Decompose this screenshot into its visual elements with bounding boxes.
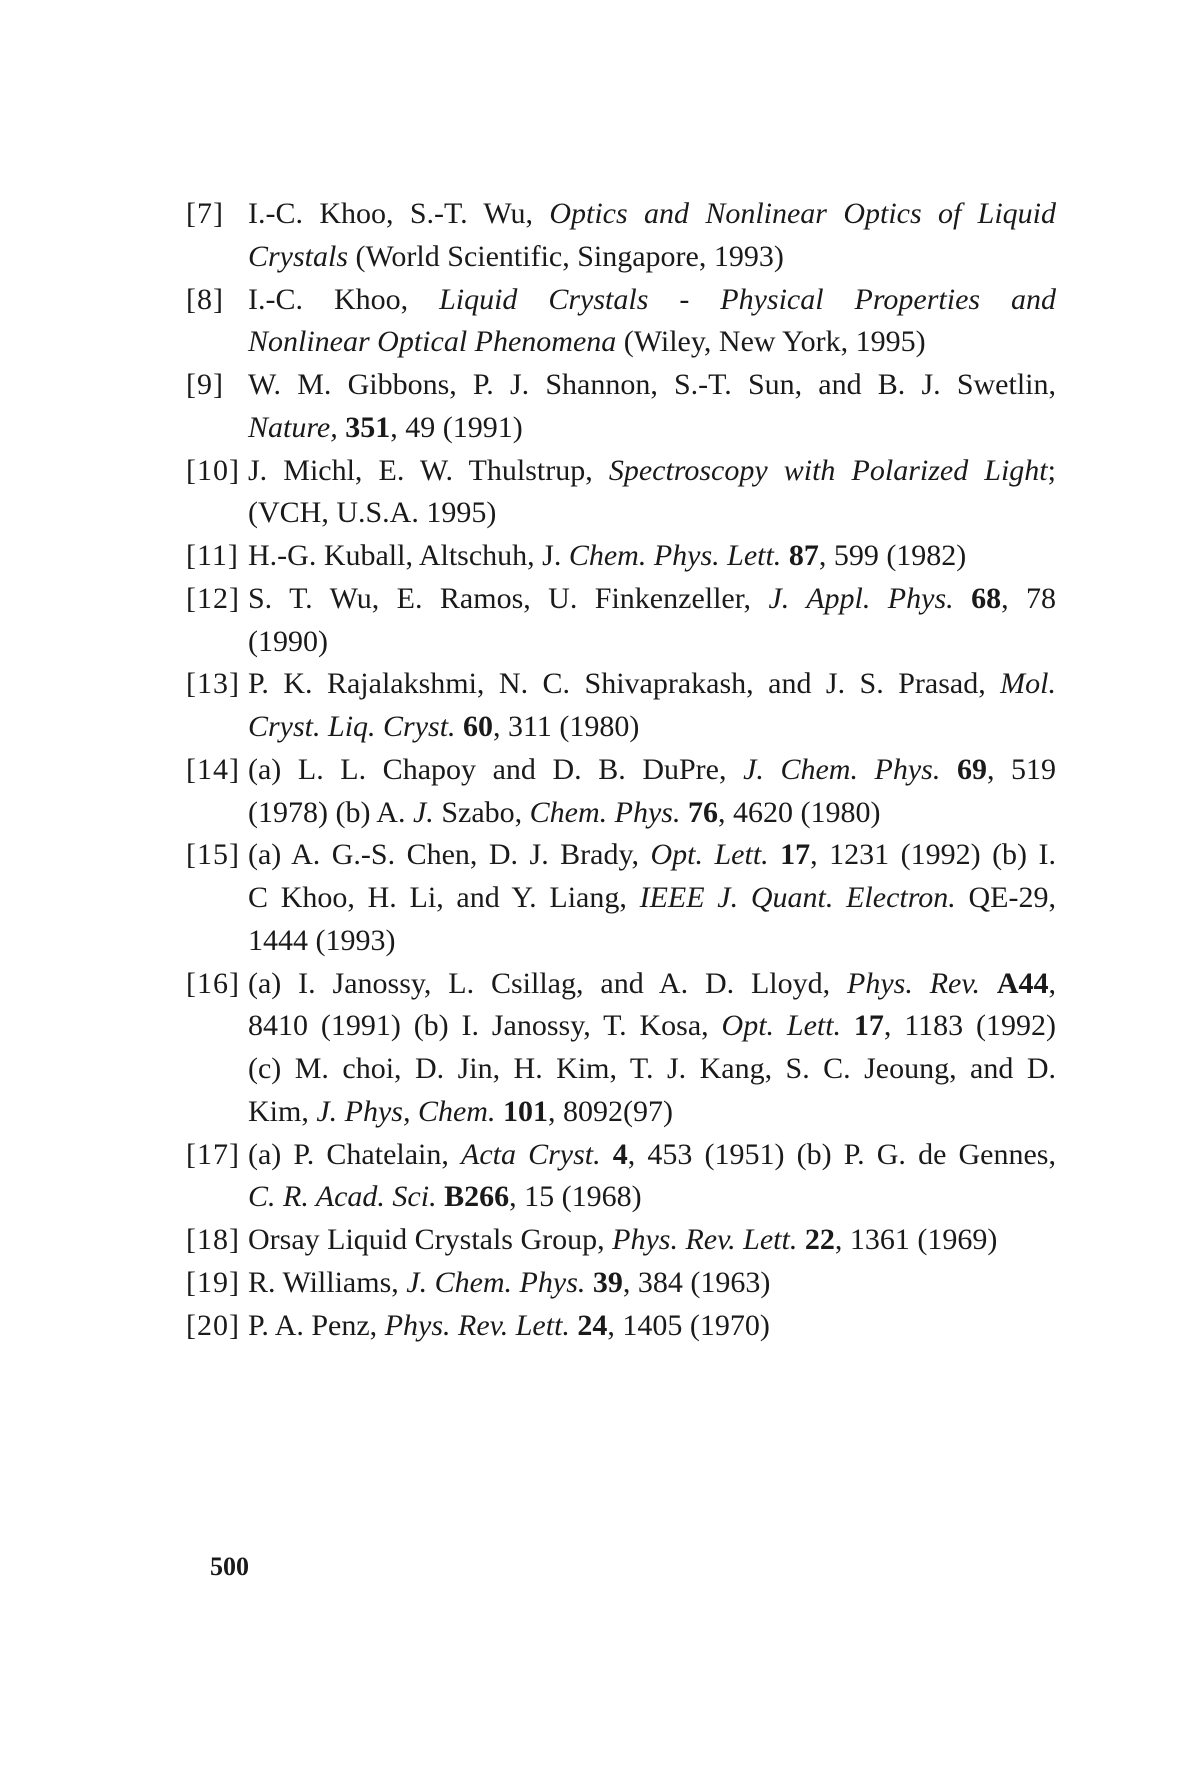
italic-text: Optics and Nonlinear Optics of Liquid <box>549 197 1056 230</box>
text-segment <box>940 753 957 786</box>
reference-line <box>186 575 1056 623</box>
reference-number: [8] <box>186 282 224 316</box>
italic-text: Phys. Rev. Lett. <box>612 1223 798 1256</box>
volume-number: 101 <box>502 1094 548 1128</box>
text-segment: Szabo, <box>433 795 530 829</box>
reference-text <box>248 703 1056 751</box>
reference-number: [10] <box>186 453 240 487</box>
volume-number: 76 <box>687 795 718 829</box>
volume-number: A44 <box>996 966 1049 1000</box>
italic-text: IEEE J. Quant. Electron. <box>639 881 956 914</box>
text-segment: (World Scientific, Singapore, 1993) <box>348 239 784 273</box>
reference-text <box>248 1088 1056 1136</box>
text-segment: QE-29, <box>955 881 1056 914</box>
reference-number: [11] <box>186 539 239 572</box>
reference-text <box>248 1216 1056 1264</box>
page-number: 500 <box>210 1552 249 1581</box>
italic-text: J. <box>412 795 434 829</box>
text-segment: , 453 (1951) (b) P. G. de Gennes, <box>627 1137 1056 1171</box>
text-segment: Orsay Liquid Crystals Group, <box>248 1223 613 1256</box>
italic-text: Nature, <box>248 410 338 444</box>
italic-text: Chem. Phys. Lett. <box>568 539 782 572</box>
volume-number: 17 <box>780 838 811 872</box>
reference-text <box>248 831 1056 879</box>
text-segment: (1978) (b) A. <box>248 795 413 829</box>
text-segment: ; <box>1047 453 1056 487</box>
reference-line <box>186 1131 1056 1179</box>
reference-line <box>186 831 1056 879</box>
volume-number: 4 <box>612 1137 628 1171</box>
text-segment: I.-C. Khoo, S.-T. Wu, <box>248 197 550 230</box>
reference-line <box>186 660 1056 708</box>
text-segment: , 311 (1980) <box>493 710 640 743</box>
text-segment: (a) I. Janossy, L. Csillag, and A. D. Lloyd, <box>248 966 848 1000</box>
italic-text: J. Appl. Phys. <box>768 581 954 615</box>
reference-line <box>186 276 1056 324</box>
text-segment: (a) A. G.-S. Chen, D. J. Brady, <box>248 838 651 872</box>
reference-line <box>186 1302 1056 1350</box>
reference-line <box>186 746 1056 794</box>
text-segment <box>781 539 789 572</box>
reference-number: [18] <box>186 1223 240 1256</box>
italic-text: Cryst. Liq. Cryst. <box>248 710 456 743</box>
text-segment: , 1183 (1992) <box>883 1009 1056 1043</box>
text-segment: (a) P. Chatelain, <box>248 1137 462 1171</box>
reference-text <box>248 1002 1056 1050</box>
reference-text <box>248 361 1056 409</box>
reference-line <box>186 1259 1056 1307</box>
text-segment: Kim, <box>248 1094 317 1128</box>
reference-text <box>248 789 1056 837</box>
text-segment: , 8092(97) <box>547 1094 673 1128</box>
italic-text: Crystals <box>248 239 349 273</box>
reference-line <box>186 190 1056 238</box>
text-segment: 8410 (1991) (b) I. Janossy, T. Kosa, <box>248 1009 722 1043</box>
reference-text <box>248 318 1056 366</box>
italic-text: Phys. Rev. <box>847 966 980 1000</box>
text-segment: P. A. Penz, <box>248 1308 385 1342</box>
volume-number: 87 <box>788 539 819 572</box>
reference-line <box>186 1002 1056 1050</box>
text-segment: , 1405 (1970) <box>607 1308 770 1342</box>
text-segment: (Wiley, New York, 1995) <box>616 325 926 359</box>
text-segment: J. Michl, E. W. Thulstrup, <box>248 453 609 487</box>
reference-number: [9] <box>186 368 224 401</box>
text-segment: W. M. Gibbons, P. J. Shannon, S.-T. Sun, and B. J. Swetlin, <box>248 368 1056 401</box>
volume-number: 22 <box>804 1223 835 1256</box>
reference-line <box>186 618 1056 666</box>
reference-text <box>248 660 1056 708</box>
text-segment <box>585 1266 593 1299</box>
reference-number: [20] <box>186 1308 240 1342</box>
text-segment: 1444 (1993) <box>248 923 396 957</box>
reference-text <box>248 1302 1056 1350</box>
reference-text <box>248 276 1056 324</box>
reference-text <box>248 404 1056 452</box>
text-segment <box>456 710 464 743</box>
volume-number: 17 <box>853 1009 884 1043</box>
reference-line <box>186 789 1056 837</box>
reference-number: [7] <box>186 197 224 230</box>
reference-text <box>248 746 1056 794</box>
italic-text: J. Chem. Phys. <box>406 1265 586 1299</box>
reference-line <box>186 1173 1056 1221</box>
reference-number: [12] <box>186 581 240 615</box>
reference-line <box>186 703 1056 751</box>
reference-number: [17] <box>186 1137 240 1171</box>
reference-line <box>186 233 1056 281</box>
reference-number: [19] <box>186 1265 240 1299</box>
volume-number: 68 <box>971 581 1002 615</box>
text-segment: , 1361 (1969) <box>834 1223 998 1256</box>
italic-text: Nonlinear Optical Phenomena <box>248 325 617 359</box>
italic-text: Liquid Crystals - Physical Properties and <box>439 282 1057 316</box>
reference-text <box>248 1173 1056 1221</box>
text-segment: , <box>1048 966 1056 1000</box>
reference-text <box>248 575 1056 623</box>
text-segment: , 49 (1991) <box>390 410 523 444</box>
reference-number: [16] <box>186 966 240 1000</box>
text-segment <box>601 1138 613 1171</box>
text-segment: (c) M. choi, D. Jin, H. Kim, T. J. Kang, S. C. Jeoung, and D. <box>248 1052 1056 1085</box>
text-segment: , 78 <box>1001 581 1057 615</box>
italic-text: Mol. <box>1000 667 1056 701</box>
reference-text <box>248 960 1056 1008</box>
text-segment: , 519 <box>986 752 1057 786</box>
italic-text: Chem. Phys. <box>529 795 681 829</box>
reference-line <box>186 361 1056 409</box>
volume-number: 39 <box>592 1265 623 1299</box>
volume-number: 24 <box>577 1308 608 1342</box>
reference-line <box>186 874 1056 922</box>
text-segment <box>980 967 997 1000</box>
reference-text <box>248 233 1056 281</box>
reference-text <box>248 1259 1056 1307</box>
text-segment: H.-G. Kuball, Altschuh, J. <box>248 539 569 572</box>
text-segment: (a) L. L. Chapoy and D. B. DuPre, <box>248 752 744 786</box>
reference-number: [14] <box>186 752 240 786</box>
text-segment <box>495 1095 503 1128</box>
reference-text <box>248 190 1056 238</box>
text-segment <box>954 582 971 615</box>
text-segment <box>769 838 780 871</box>
reference-line <box>186 532 1056 580</box>
text-segment: R. Williams, <box>248 1265 407 1299</box>
reference-line <box>186 404 1056 452</box>
text-segment: , 4620 (1980) <box>717 795 881 829</box>
text-segment <box>680 796 688 829</box>
reference-line <box>186 447 1056 495</box>
text-segment: P. K. Rajalakshmi, N. C. Shivaprakash, and J. S. Prasad, <box>248 667 1001 701</box>
italic-text: J. Phys, Chem. <box>316 1094 496 1128</box>
reference-line <box>186 489 1056 537</box>
text-segment: C Khoo, H. Li, and Y. Liang, <box>248 881 640 914</box>
reference-text <box>248 1045 1056 1093</box>
reference-line <box>186 1045 1056 1093</box>
reference-line <box>186 1088 1056 1136</box>
reference-text <box>248 1131 1056 1179</box>
italic-text: Spectroscopy with Polarized Light <box>608 453 1048 487</box>
volume-number: B266 <box>444 1180 510 1214</box>
volume-number: 60 <box>463 710 494 743</box>
reference-number: [13] <box>186 667 240 701</box>
italic-text: Phys. Rev. Lett. <box>384 1308 570 1342</box>
text-segment: , 1231 (1992) (b) I. <box>810 838 1057 872</box>
text-segment: I.-C. Khoo, <box>248 282 440 316</box>
text-segment: , 384 (1963) <box>622 1265 771 1299</box>
italic-text: Opt. Lett. <box>721 1009 842 1043</box>
reference-text <box>248 618 1056 666</box>
reference-text <box>248 874 1056 922</box>
text-segment: (VCH, U.S.A. 1995) <box>248 496 497 530</box>
italic-text: Acta Cryst. <box>461 1137 601 1171</box>
reference-text <box>248 917 1056 965</box>
text-segment: (1990) <box>248 624 328 658</box>
text-segment <box>797 1223 805 1256</box>
reference-line <box>186 917 1056 965</box>
italic-text: C. R. Acad. Sci. <box>248 1180 437 1214</box>
reference-line <box>186 960 1056 1008</box>
text-segment <box>437 1180 445 1213</box>
text-segment <box>841 1009 854 1042</box>
reference-text <box>248 447 1056 495</box>
reference-number: [15] <box>186 838 240 872</box>
italic-text: J. Chem. Phys. <box>743 752 941 786</box>
volume-number: 351 <box>345 410 391 444</box>
italic-text: Opt. Lett. <box>650 838 769 872</box>
text-segment: , 15 (1968) <box>509 1180 642 1214</box>
reference-text <box>248 532 1056 580</box>
text-segment: , 599 (1982) <box>818 539 967 572</box>
volume-number: 69 <box>956 752 987 786</box>
text-segment: S. T. Wu, E. Ramos, U. Finkenzeller, <box>248 581 769 615</box>
reference-line <box>186 318 1056 366</box>
reference-text <box>248 489 1056 537</box>
reference-line <box>186 1216 1056 1264</box>
